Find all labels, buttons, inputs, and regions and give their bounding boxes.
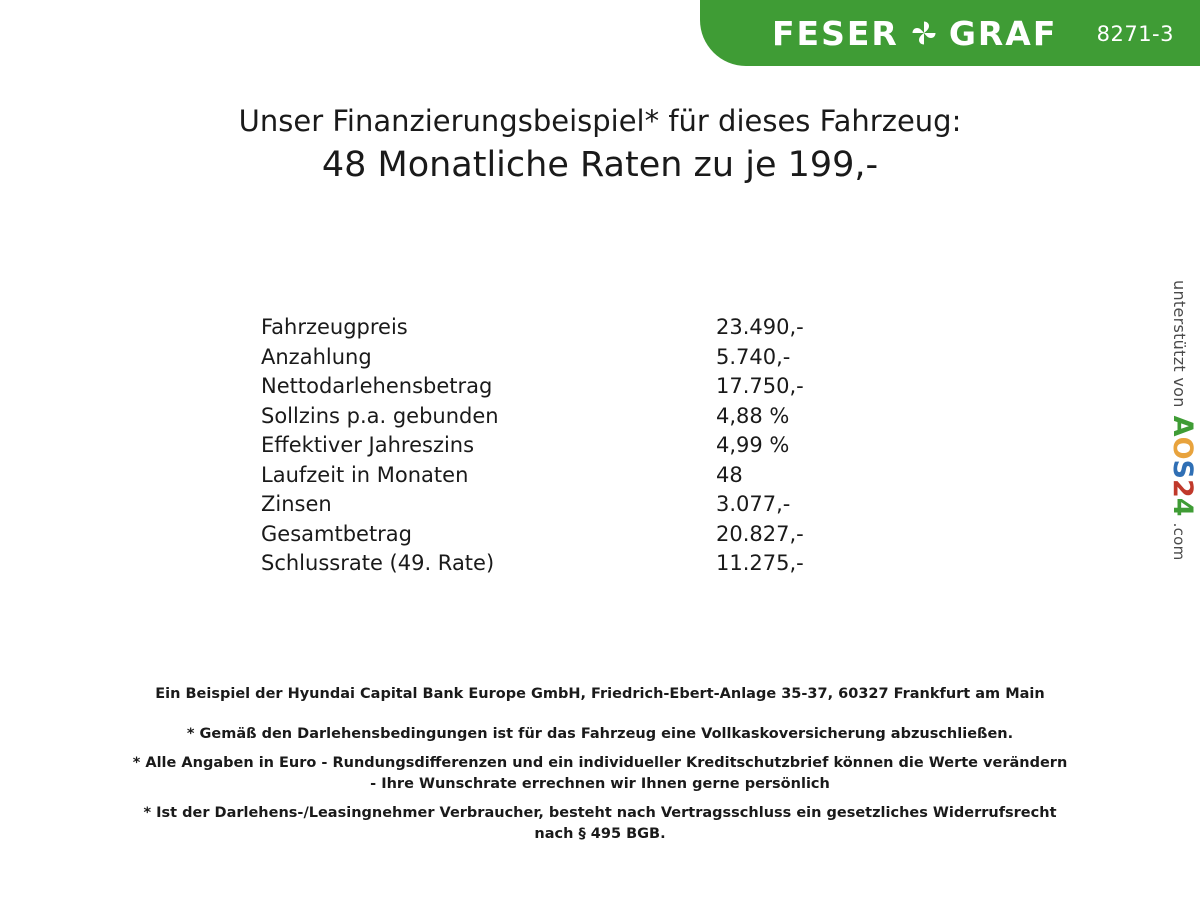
brand-banner [700, 0, 1200, 66]
clover-icon [911, 20, 937, 46]
aos-letter-a: A [1167, 415, 1198, 437]
table-row [261, 374, 901, 404]
aos-letter-4: 4 [1167, 497, 1198, 517]
table-row [261, 551, 901, 581]
table-row [261, 345, 901, 375]
footnote-line-1: * Gemäß den Darlehensbedingungen ist für das Fahrzeug eine Vollkaskoversicherung abzuschließen. [186, 726, 1014, 742]
row-label: Nettodarlehensbetrag [261, 374, 493, 398]
row-value: 11.275,- [716, 551, 804, 575]
footnote-spacer [0, 795, 1200, 803]
footnotes [0, 686, 1200, 845]
footnote-line-4: * Ist der Darlehens-/Leasingnehmer Verbraucher, besteht nach Vertragsschluss ein gesetzliches Widerrufsrecht [143, 805, 1057, 822]
title-line-2: 48 Monatliche Raten zu je 199,- [321, 144, 879, 185]
page-title [0, 104, 1200, 187]
aos-letter-s: S [1167, 459, 1198, 479]
row-value: 4,88 % [716, 403, 790, 428]
row-value: 20.827,- [716, 521, 804, 546]
supporter-label: unterstützt von [1170, 280, 1189, 408]
supporter-watermark [1158, 280, 1198, 620]
row-value: 5.740,- [716, 344, 791, 369]
page-header [0, 0, 1200, 66]
table-row [261, 315, 901, 345]
aos-domain-suffix: .com [1170, 522, 1188, 561]
row-value: 3.077,- [716, 492, 791, 516]
row-label: Effektiver Jahreszins [261, 433, 475, 457]
row-label: Gesamtbetrag [261, 521, 413, 546]
aos24-logo [1169, 416, 1196, 517]
row-value: 48 [716, 462, 743, 487]
table-row [261, 433, 901, 463]
footnote-line-2: * Alle Angaben in Euro - Rundungsdifferenzen und ein individueller Kreditschutzbrief können die Werte verändern [132, 755, 1068, 772]
title-line-1: Unser Finanzierungsbeispiel* für dieses Fahrzeug: [238, 104, 962, 138]
footnote-line-3: - Ihre Wunschrate errechnen wir Ihnen gerne persönlich [370, 776, 830, 793]
row-label: Anzahlung [261, 344, 372, 369]
brand-name-right: GRAF [948, 13, 1058, 53]
aos-letter-2: 2 [1167, 478, 1198, 498]
finance-details-table [261, 315, 901, 581]
vehicle-id: 8271-3 [1096, 22, 1174, 46]
footnote-spacer [0, 745, 1200, 753]
row-value: 17.750,- [716, 374, 804, 398]
row-label: Sollzins p.a. gebunden [261, 403, 499, 428]
row-label: Zinsen [261, 492, 332, 516]
table-row [261, 404, 901, 434]
table-row [261, 522, 901, 552]
footnote-line-5: nach § 495 BGB. [534, 826, 666, 843]
row-label: Fahrzeugpreis [261, 315, 408, 339]
brand-name-left: FESER [772, 13, 899, 53]
brand-logo [772, 14, 1057, 53]
aos-letter-o: O [1167, 436, 1198, 460]
row-value: 4,99 % [716, 433, 790, 457]
table-row [261, 492, 901, 522]
row-value: 23.490,- [716, 315, 804, 339]
table-row [261, 463, 901, 493]
row-label: Laufzeit in Monaten [261, 462, 469, 487]
row-label: Schlussrate (49. Rate) [261, 551, 495, 575]
footnote-bank: Ein Beispiel der Hyundai Capital Bank Europe GmbH, Friedrich-Ebert-Anlage 35-37, 60327 Frankfurt am Main [155, 686, 1045, 702]
